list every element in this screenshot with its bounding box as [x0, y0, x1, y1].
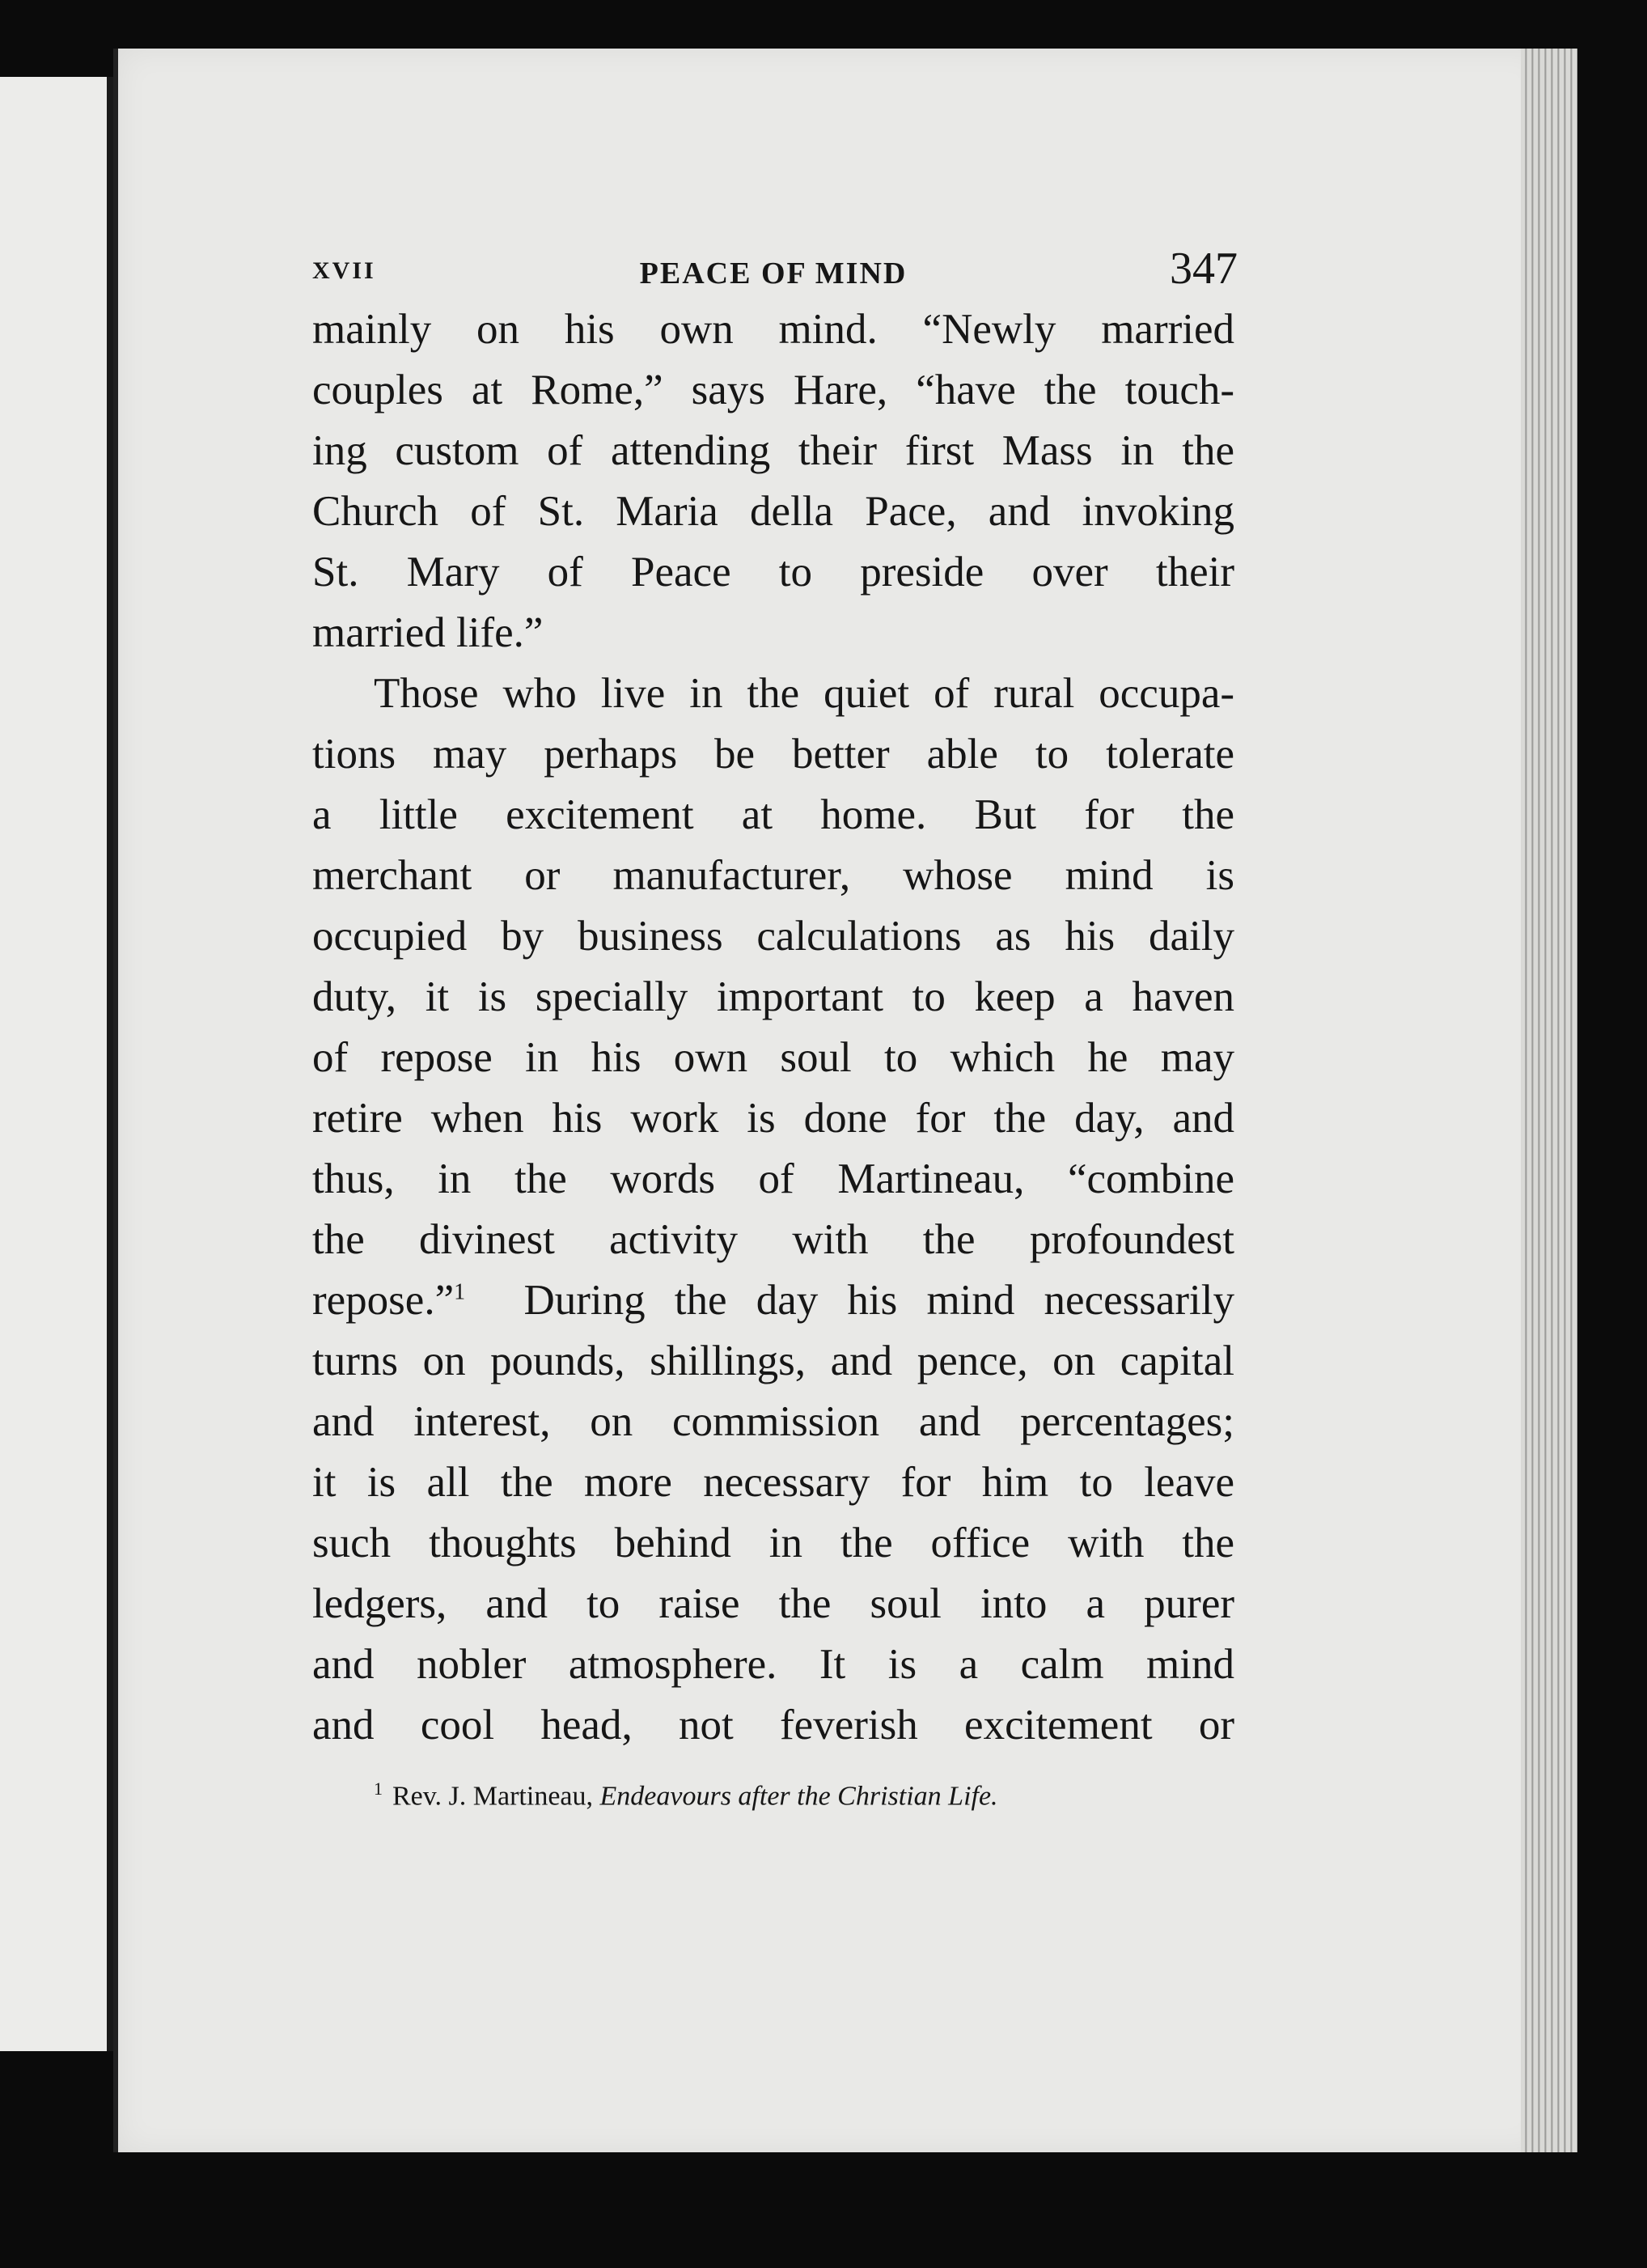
footnote-title: Endeavours after the Christian Life. — [599, 1781, 998, 1812]
text-line: such thoughts behind in the office with the — [312, 1520, 1234, 1566]
running-title: PEACE OF MIND — [639, 256, 908, 290]
text-line: tions may perhaps be better able to tolerate — [312, 731, 1234, 778]
footnote — [312, 1769, 1234, 1817]
text-line: turns on pounds, shillings, and pence, on capital — [312, 1337, 1234, 1384]
text-line: St. Mary of Peace to preside over their — [312, 549, 1234, 596]
text-line: married life.” — [312, 609, 544, 656]
text-segment: During the day his mind necessarily — [523, 1277, 1235, 1324]
text-line: and interest, on commission and percentages; — [312, 1398, 1234, 1445]
text-segment: repose.” — [312, 1277, 455, 1324]
text-line: retire when his work is done for the day, and — [312, 1095, 1234, 1142]
running-head — [312, 243, 1238, 299]
text-line: Those who live in the quiet of rural occupa- — [374, 670, 1234, 717]
text-line: thus, in the words of Martineau, “combine — [312, 1155, 1234, 1202]
footnote-reference: 1 — [454, 1279, 466, 1305]
page-edges — [1521, 49, 1577, 2152]
text-line: ing custom of attending their first Mass in the — [312, 427, 1234, 474]
text-line: couples at Rome,” says Hare, “have the touch- — [312, 367, 1234, 413]
text-line: and nobler atmosphere. It is a calm mind — [312, 1641, 1234, 1688]
text-line: merchant or manufacturer, whose mind is — [312, 852, 1234, 899]
text-line: of repose in his own soul to which he may — [312, 1034, 1234, 1081]
chapter-number: XVII — [312, 257, 376, 284]
text-line: it is all the more necessary for him to leave — [312, 1459, 1234, 1506]
footnote-author: Rev. J. Martineau, — [392, 1781, 594, 1812]
page-number: 347 — [1170, 244, 1238, 294]
previous-page-edge — [0, 77, 113, 2051]
page-text — [312, 243, 1238, 1817]
text-line: and cool head, not feverish excitement or — [312, 1702, 1234, 1749]
text-line: mainly on his own mind. “Newly married — [312, 306, 1234, 353]
text-line: the divinest activity with the profoundest — [312, 1216, 1234, 1263]
text-line-with-footnote — [312, 1270, 1234, 1331]
text-line: Church of St. Maria della Pace, and invoking — [312, 488, 1234, 535]
text-line: a little excitement at home. But for the — [312, 791, 1234, 838]
text-line: occupied by business calculations as his daily — [312, 913, 1234, 960]
text-line: ledgers, and to raise the soul into a purer — [312, 1580, 1234, 1627]
footnote-marker: 1 — [374, 1778, 383, 1799]
text-line: duty, it is specially important to keep a haven — [312, 973, 1234, 1020]
